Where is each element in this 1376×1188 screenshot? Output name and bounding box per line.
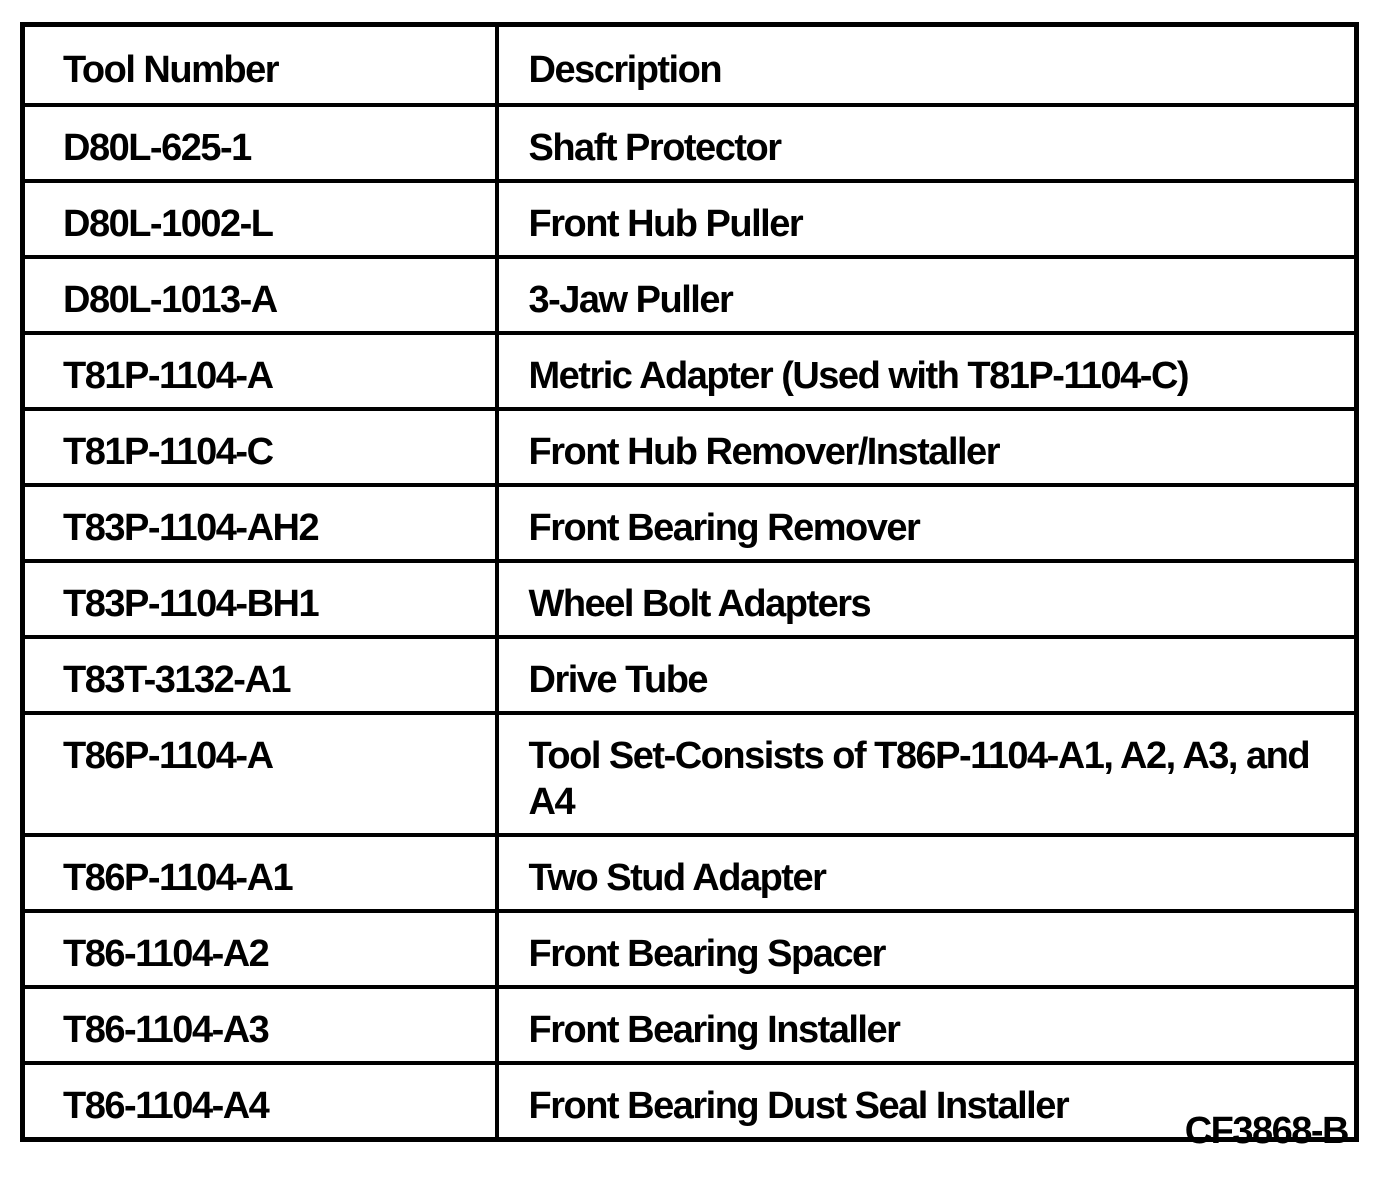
tool-number-cell: D80L-1013-A: [23, 257, 497, 333]
description-cell: Front Bearing Spacer: [497, 911, 1357, 987]
description-cell: Metric Adapter (Used with T81P-1104-C): [497, 333, 1357, 409]
table-row: [23, 485, 1357, 561]
tool-number-cell: D80L-1002-L: [23, 181, 497, 257]
table-row: [23, 1063, 1357, 1140]
description-cell: Tool Set-Consists of T86P-1104-A1, A2, A3, and A4: [497, 713, 1357, 835]
figure-code: CF3868-B: [1184, 1110, 1348, 1152]
description-cell: Wheel Bolt Adapters: [497, 561, 1357, 637]
table-row: [23, 105, 1357, 181]
header-description: Description: [497, 25, 1357, 106]
description-cell: Two Stud Adapter: [497, 835, 1357, 911]
tool-number-cell: T83P-1104-AH2: [23, 485, 497, 561]
description-cell: Front Bearing Installer: [497, 987, 1357, 1063]
table-header-row: [23, 25, 1357, 106]
tool-number-cell: D80L-625-1: [23, 105, 497, 181]
table-row: [23, 561, 1357, 637]
header-tool-number: Tool Number: [23, 25, 497, 106]
tool-number-cell: T83T-3132-A1: [23, 637, 497, 713]
tool-number-cell: T81P-1104-C: [23, 409, 497, 485]
table-row: [23, 987, 1357, 1063]
tool-number-cell: T86-1104-A2: [23, 911, 497, 987]
table-row: [23, 257, 1357, 333]
description-cell: Front Bearing Remover: [497, 485, 1357, 561]
tool-table: [20, 22, 1359, 1142]
description-cell: Front Hub Puller: [497, 181, 1357, 257]
table-row: [23, 637, 1357, 713]
description-cell: Shaft Protector: [497, 105, 1357, 181]
tool-number-cell: T83P-1104-BH1: [23, 561, 497, 637]
table-row: [23, 713, 1357, 835]
tool-number-cell: T86-1104-A3: [23, 987, 497, 1063]
table-row: [23, 409, 1357, 485]
table-row: [23, 181, 1357, 257]
tool-number-cell: T86P-1104-A1: [23, 835, 497, 911]
description-cell: Drive Tube: [497, 637, 1357, 713]
tool-number-cell: T86P-1104-A: [23, 713, 497, 835]
table-row: [23, 333, 1357, 409]
tool-number-cell: T86-1104-A4: [23, 1063, 497, 1140]
table-row: [23, 835, 1357, 911]
tool-number-cell: T81P-1104-A: [23, 333, 497, 409]
description-cell: 3-Jaw Puller: [497, 257, 1357, 333]
table-row: [23, 911, 1357, 987]
description-cell: Front Bearing Dust Seal Installer: [497, 1063, 1357, 1140]
description-cell: Front Hub Remover/Installer: [497, 409, 1357, 485]
